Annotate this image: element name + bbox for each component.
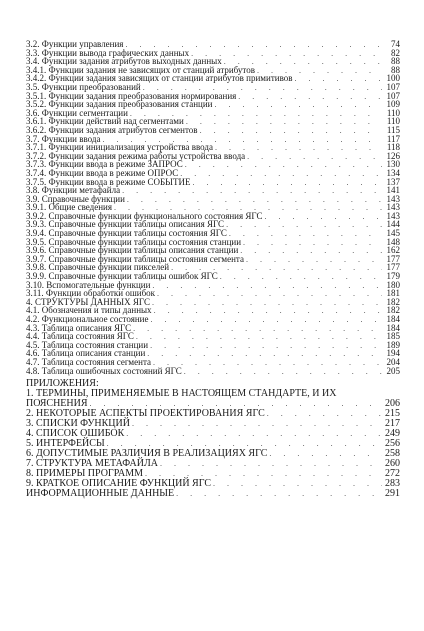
toc-entry-title: 3.7.1. Функции инициализация устройства ввода [26,142,213,153]
toc-entry-title: 3.9.6. Справочные функции таблицы описания станции [26,245,239,256]
toc-entry-title: 3. СПИСКИ ФУНКЦИЙ [26,418,130,430]
toc-entry-title: 3.9.4. Справочные функции таблицы состояния ЯГС [26,228,227,239]
toc-entry-page: 184 [386,314,400,324]
toc-entry-page: 215 [385,408,400,420]
toc-entry [26,489,400,499]
dot-leader [200,127,382,136]
toc-entry-title: 3.9.5. Справочные функции таблицы состояния станции [26,236,242,247]
dot-leader [226,221,382,230]
dot-leader [122,187,382,196]
toc-entry-page: 134 [386,167,400,178]
toc-entry-page: 144 [386,219,400,230]
toc-entry-page: 180 [386,279,400,290]
dot-leader [264,213,382,222]
toc-entry-title: 3.7.4. Функции ввода в режиме ОПРОС [26,167,179,178]
toc-entry-page: 148 [386,236,400,247]
table-of-contents [26,40,400,499]
toc-entry-page: 205 [386,365,400,376]
toc-entry-page: 194 [386,348,400,359]
toc-entry-page: 177 [386,253,400,264]
toc-entry-page: 143 [386,193,400,204]
dot-leader [152,282,382,291]
toc-entry-title: 2. НЕКОТОРЫЕ АСПЕКТЫ ПРОЕКТИРОВАНИЯ ЯГС [26,408,265,420]
toc-entry-page: 181 [386,288,400,299]
toc-entry-title: ПРИЛОЖЕНИЯ: [26,378,99,390]
toc-entry-page: 115 [386,124,400,135]
toc-entry-title: 3.7.3. Функции ввода в режиме ЗАПРОС [26,159,183,170]
toc-entry-title: 6. ДОПУСТИМЫЕ РАЗЛИЧИЯ В РЕАЛИЗАЦИЯХ ЯГС [26,448,268,460]
toc-entry [26,367,400,376]
dot-leader [295,75,382,84]
toc-entry-title: 4.1. Обозначения и типы данных [26,305,152,316]
dot-leader [269,449,382,459]
toc-entry-title: 3.7.2. Функции задания режима работы устройства ввода [26,150,246,161]
toc-entry-title: 4.6. Таблица описания станции [26,348,146,359]
toc-entry-page: 143 [386,210,400,221]
dot-leader [185,161,382,170]
toc-entry-title: 3.6.2. Функции задания атрибутов сегментов [26,124,198,135]
toc-entry-page: 272 [385,468,400,480]
dot-leader [147,350,382,359]
toc-entry-title: 4.5. Таблица состояния станции [26,339,149,350]
toc-entry-page: 177 [386,262,400,273]
dot-leader [160,459,382,469]
toc-entry-title: 4.7. Таблица состояния сегмента [26,356,151,367]
toc-entry-page: 88 [391,64,400,75]
toc-entry-title: 3.4. Функции задания атрибутов выходных данных [26,56,222,67]
toc-entry-title: 3.5. Функции преобразований [26,81,141,92]
toc-entry-page: 110 [386,107,400,118]
dot-leader [176,489,382,499]
dot-leader [154,307,382,316]
toc-entry-page: 130 [386,159,400,170]
toc-entry-page: 260 [385,458,400,470]
dot-leader [214,101,382,110]
toc-entry-page: 145 [386,228,400,239]
toc-entry-title: ИНФОРМАЦИОННЫЕ ДАННЫЕ [26,488,175,500]
dot-leader [246,256,382,265]
toc-entry-page: 88 [391,56,400,67]
dot-leader [238,93,382,102]
toc-entry-page: 184 [386,322,400,333]
toc-entry-page: 256 [385,438,400,450]
toc-entry-page: 82 [391,47,400,58]
toc-entry-page: 107 [386,81,400,92]
dot-leader [243,239,382,248]
toc-entry-page: 110 [386,116,400,127]
toc-entry-page: 204 [386,356,400,367]
toc-entry-page: 126 [386,150,400,161]
dot-leader [127,196,382,205]
toc-entry-title: 3.5.1. Функции задания преобразования нормирования [26,90,237,101]
toc-entry-title: 3.9.8. Справочные функции пикселей [26,262,170,273]
dot-leader [192,179,382,188]
toc-entry-title: 3.9.9. Справочные функции таблицы ошибок ЯГС [26,271,218,282]
toc-entry-title: 3.5.2. Функции задания преобразования станции [26,99,213,110]
toc-entry-title: 3.2. Функции управления [26,39,124,49]
toc-entry-title: 7. СТРУКТУРА МЕТАФАЙЛА [26,458,158,470]
toc-entry-title: 9. КРАТКОЕ ОПИСАНИЕ ФУНКЦИЙ ЯГС [26,478,212,490]
dot-leader [213,479,382,489]
toc-entry-page: 182 [386,305,400,316]
toc-entry-page: 249 [385,428,400,440]
toc-entry-title: 4.8. Таблица ошибочных состояний ЯГС [26,365,182,376]
toc-entry-title: 4.3. Таблица описания ЯГС [26,322,132,333]
dot-leader [247,153,382,162]
toc-entry-page: 107 [386,90,400,101]
toc-entry-page: 217 [385,418,400,430]
toc-entry-title: 3.11. Функции обработки ошибок [26,288,156,299]
dot-leader [153,359,382,368]
toc-entry-title: 3.10. Вспомогательные функции [26,279,151,290]
dot-leader [133,325,382,334]
toc-entry-page: 74 [391,39,400,49]
dot-leader [126,429,382,439]
toc-entry-title: 4.4. Таблица состояния ЯГС [26,331,134,342]
toc-entry-title: 8. ПРИМЕРЫ ПРОГРАММ [26,468,143,480]
dot-leader [150,316,382,325]
toc-entry-page: 283 [385,478,400,490]
toc-entry-page: 117 [386,133,400,144]
dot-leader [150,342,382,351]
dot-leader [220,273,382,282]
dot-leader [136,333,382,342]
toc-entry-title: 3.9.2. Справочные функции функционального состояния ЯГС [26,210,263,221]
toc-entry-title: 3.4.2. Функции задания зависящих от станции атрибутов примитивов [26,73,293,84]
toc-entry-title: 4.2. Функциональное состояние [26,314,149,324]
toc-entry-title: 3.9.3. Справочные функции таблицы описания ЯГС [26,219,225,230]
dot-leader [267,409,382,419]
toc-entry-page: 179 [386,271,400,282]
dot-leader [157,290,382,299]
dot-leader [240,247,382,256]
toc-entry-page: 162 [386,245,400,256]
toc-entry-title: 3.6.1. Функции действий над сегментами [26,116,184,127]
toc-entry-page: 143 [386,202,400,213]
toc-entry-page: 100 [386,73,400,84]
toc-entry-title: 3.8. Функции метафайла [26,185,121,196]
toc-entry-title: 4. СПИСОК ОШИБОК [26,428,125,440]
toc-entry-title: 4. СТРУКТУРЫ ДАННЫХ ЯГС [26,296,150,307]
dot-leader [180,170,382,179]
toc-entry-page: 185 [386,331,400,342]
toc-entry-title: 5. ИНТЕРФЕЙСЫ [26,438,105,450]
toc-entry-title: 1. ТЕРМИНЫ, ПРИМЕНЯЕМЫЕ В НАСТОЯЩЕМ СТАНДАРТЕ, И ИХ [26,388,337,400]
toc-entry-title: 3.9.1. Общие сведения [26,202,112,213]
dot-leader [184,368,382,377]
toc-entry-page: 258 [385,448,400,460]
dot-leader [152,299,382,308]
toc-entry-title: 3.7. Функции ввода [26,133,101,144]
toc-entry-title: 3.7.5. Функции ввода в режиме СОБЫТИЕ [26,176,191,187]
toc-entry-page: 137 [386,176,400,187]
toc-entry-title: 3.6. Функции сегментации [26,107,128,118]
toc-entry-title: 3.9.7. Справочные функции таблицы состояния сегмента [26,253,244,264]
toc-entry-page: 206 [385,398,400,410]
toc-entry-title: ПОЯСНЕНИЯ [26,398,88,410]
toc-entry-title: 3.3. Функции вывода графических данных [26,47,190,58]
dot-leader [132,419,382,429]
toc-entry-page: 291 [385,488,400,500]
toc-entry-title: 3.4.1. Функции задания не зависящих от станций атрибутов [26,64,255,75]
dot-leader [186,118,382,127]
toc-entry-title: 3.9. Справочные функции [26,193,125,204]
toc-entry-page: 189 [386,339,400,350]
toc-entry-page: 118 [386,142,400,153]
dot-leader [229,230,382,239]
toc-entry-page: 141 [386,185,400,196]
toc-entry-page: 109 [386,99,400,110]
toc-entry-page: 182 [386,296,400,307]
